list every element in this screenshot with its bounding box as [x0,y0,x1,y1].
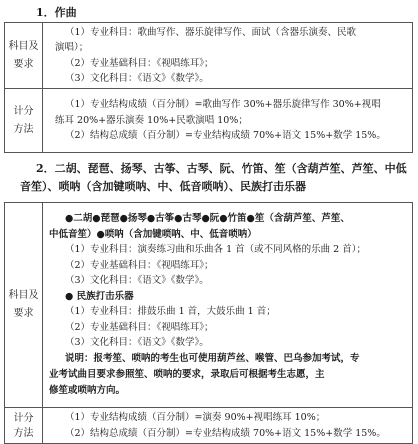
note: 业考试曲目要求参照笙、唢呐的要求，录取后可根据考生志愿，主 [49,368,325,380]
list-item: （3）文化科目：《语文》《数学》。 [65,337,209,349]
list-item: （2）专业基础科目：《视唱练耳》； [65,259,214,271]
list-item: （1）专业科目：演奏练习曲和乐曲各 1 首（或不同风格的乐曲 2 首）； [65,244,366,256]
section1-heading: 1．作曲 [36,6,77,19]
table-row [5,23,413,89]
row-label: 科目及 要求 [5,23,43,89]
section2-heading: 2．二胡、琵琶、扬琴、古筝、古琴、阮、竹笛、笙（含葫芦笙、芦笙、中低 音笙）、唢呐（含加键唢呐、中、低音唢呐）、民族打击乐器 [20,162,407,193]
section1-table [4,22,413,153]
row-label: 科目及 要求 [5,203,43,408]
instrument-list: ●二胡●琵琶●扬琴●古筝●古琴●阮●竹笛●笙（含葫芦笙、芦笙、 [65,213,350,225]
row-content [43,203,413,408]
instrument-list: 中低音笙）●唢呐（含加键唢呐、中、低音唢呐） [49,228,257,240]
section2-table [4,202,413,444]
note: 修笙或唢呐方向。 [49,384,126,396]
table-row [5,408,413,444]
table-row [5,203,413,408]
row-content: （1）专业结构成绩（百分制）=歌曲写作 30%+器乐旋律写作 30%+视唱 练耳 20%+器乐演奏 10%+民歌演唱 10%； （2）结构总成绩（百分制）=专业结构成绩 70%+语文 15%+数学 15%。 [43,89,413,153]
list-item: （3）文化科目：《语文》《数学》。 [65,275,209,287]
row-content: （1）专业结构成绩（百分制）=演奏 90%+视唱练耳 10%； （2）结构总成绩（百分制）=专业结构成绩 70%+语文 15%+数学 15%。 [43,408,413,444]
row-label: 计分 方法 [5,89,43,153]
list-item: （2）专业基础科目：《视唱练耳》； [65,321,214,333]
table-row [5,89,413,153]
subheading: ● 民族打击乐器 [65,290,134,302]
list-item: （1）专业科目：排鼓乐曲 1 首，大鼓乐曲 1 首； [65,306,276,318]
note: 说明：报考笙、唢呐的考生也可使用葫芦丝、喉管、巴乌参加考试，专 [65,352,360,364]
row-label: 计分 方法 [5,408,43,444]
row-content: （1）专业科目：歌曲写作、器乐旋律写作、面试（含器乐演奏、民歌 演唱）； （2）专业基础科目：《视唱练耳》； （3）文化科目：《语文》《数学》。 [43,23,413,89]
